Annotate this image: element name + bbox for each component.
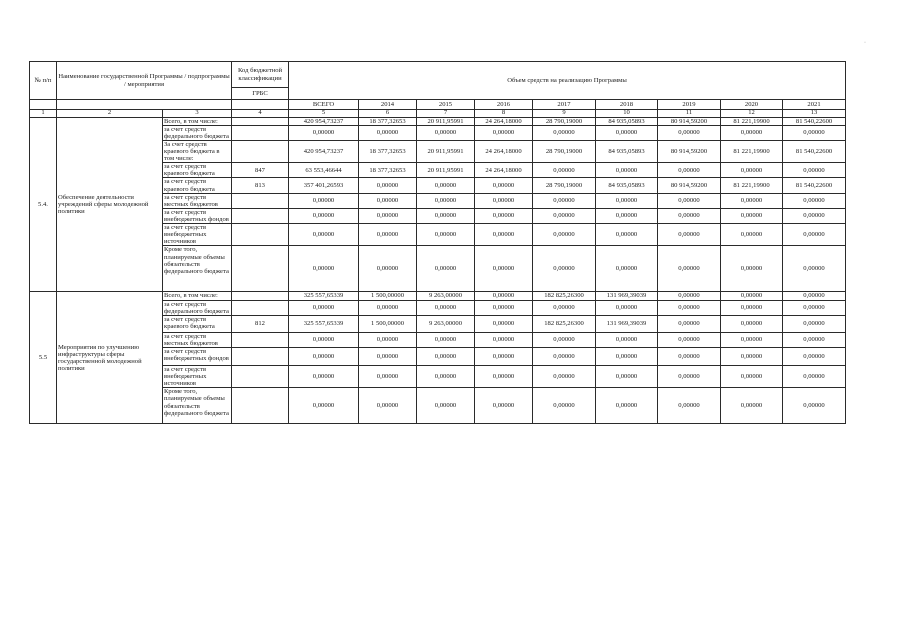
header-code: Код бюджетной классификации xyxy=(232,62,289,88)
value-year: 18 377,32653 xyxy=(359,117,417,125)
funding-source: за счет средств федерального бюджета xyxy=(163,300,232,315)
value-year: 0,00000 xyxy=(596,300,658,315)
value-total: 357 401,26593 xyxy=(289,178,359,193)
column-number: 6 xyxy=(359,110,417,118)
column-number: 10 xyxy=(596,110,658,118)
value-year: 0,00000 xyxy=(417,193,475,208)
value-year: 0,00000 xyxy=(417,300,475,315)
value-year: 0,00000 xyxy=(417,348,475,366)
value-year: 0,00000 xyxy=(533,388,596,424)
header-year-2018: 2018 xyxy=(596,100,658,110)
value-year: 0,00000 xyxy=(475,246,533,292)
value-year: 18 377,32653 xyxy=(359,163,417,178)
funding-source: Кроме того, планируемые объемы обязательств федерального бюджета xyxy=(163,388,232,424)
value-year: 0,00000 xyxy=(721,366,783,388)
value-year: 0,00000 xyxy=(475,366,533,388)
value-year: 0,00000 xyxy=(359,193,417,208)
value-year: 0,00000 xyxy=(721,125,783,140)
value-year: 0,00000 xyxy=(359,388,417,424)
column-number: 1 xyxy=(30,110,57,118)
value-year: 0,00000 xyxy=(721,332,783,347)
value-year: 0,00000 xyxy=(596,366,658,388)
funding-source: Всего, в том числе: xyxy=(163,292,232,300)
value-year: 28 790,19000 xyxy=(533,117,596,125)
value-year: 0,00000 xyxy=(533,208,596,223)
value-year: 0,00000 xyxy=(658,315,721,332)
value-year: 84 935,05893 xyxy=(596,178,658,193)
value-year: 0,00000 xyxy=(721,292,783,300)
value-year: 24 264,18000 xyxy=(475,140,533,162)
section-number: 5.5 xyxy=(30,292,57,424)
value-year: 182 825,26300 xyxy=(533,315,596,332)
value-year: 0,00000 xyxy=(475,178,533,193)
value-year: 0,00000 xyxy=(658,348,721,366)
grbs-code xyxy=(232,246,289,292)
funding-source: за счет средств местных бюджетов xyxy=(163,332,232,347)
value-year: 0,00000 xyxy=(475,208,533,223)
value-year: 0,00000 xyxy=(596,125,658,140)
grbs-code xyxy=(232,140,289,162)
value-year: 0,00000 xyxy=(533,366,596,388)
value-year: 0,00000 xyxy=(596,246,658,292)
value-year: 0,00000 xyxy=(533,246,596,292)
value-total: 325 557,65339 xyxy=(289,315,359,332)
header-year-2016: 2016 xyxy=(475,100,533,110)
value-total: 0,00000 xyxy=(289,332,359,347)
value-year: 81 540,22600 xyxy=(783,117,846,125)
value-year: 0,00000 xyxy=(721,246,783,292)
funding-source: за счет средств внебюджетных фондов xyxy=(163,348,232,366)
value-year: 18 377,32653 xyxy=(359,140,417,162)
section-number: 5.4. xyxy=(30,117,57,292)
funding-source: за счет средств краевого бюджета xyxy=(163,178,232,193)
value-year: 0,00000 xyxy=(475,193,533,208)
value-year: 0,00000 xyxy=(359,348,417,366)
header-blank xyxy=(30,100,57,110)
value-year: 0,00000 xyxy=(721,300,783,315)
value-year: 0,00000 xyxy=(417,178,475,193)
column-number: 7 xyxy=(417,110,475,118)
value-year: 0,00000 xyxy=(475,125,533,140)
value-year: 0,00000 xyxy=(417,208,475,223)
value-year: 0,00000 xyxy=(417,246,475,292)
value-year: 0,00000 xyxy=(359,178,417,193)
value-total: 0,00000 xyxy=(289,300,359,315)
value-year: 0,00000 xyxy=(359,125,417,140)
value-year: 0,00000 xyxy=(417,388,475,424)
value-year: 0,00000 xyxy=(658,366,721,388)
value-year: 0,00000 xyxy=(475,300,533,315)
table-row xyxy=(30,292,846,300)
value-year: 0,00000 xyxy=(658,292,721,300)
value-total: 0,00000 xyxy=(289,208,359,223)
column-number: 2 xyxy=(57,110,163,118)
grbs-code xyxy=(232,388,289,424)
grbs-code xyxy=(232,117,289,125)
grbs-code xyxy=(232,193,289,208)
header-grbs: ГРБС xyxy=(232,88,289,100)
budget-table xyxy=(29,61,846,424)
value-year: 20 911,95991 xyxy=(417,140,475,162)
value-year: 0,00000 xyxy=(596,163,658,178)
value-year: 0,00000 xyxy=(783,246,846,292)
value-total: 0,00000 xyxy=(289,193,359,208)
value-year: 0,00000 xyxy=(475,348,533,366)
value-total: 0,00000 xyxy=(289,348,359,366)
funding-source: за счет средств местных бюджетов xyxy=(163,193,232,208)
funding-source: за счет средств внебюджетных источников xyxy=(163,366,232,388)
header-year-2017: 2017 xyxy=(533,100,596,110)
value-year: 0,00000 xyxy=(533,125,596,140)
value-total: 0,00000 xyxy=(289,224,359,246)
grbs-code: 847 xyxy=(232,163,289,178)
funding-source: за счет средств внебюджетных фондов xyxy=(163,208,232,223)
table-row xyxy=(30,117,846,125)
value-year: 0,00000 xyxy=(475,332,533,347)
value-year: 0,00000 xyxy=(475,292,533,300)
value-year: 81 221,19900 xyxy=(721,117,783,125)
value-year: 0,00000 xyxy=(783,388,846,424)
value-total: 63 553,46644 xyxy=(289,163,359,178)
value-year: 0,00000 xyxy=(783,332,846,347)
value-year: 0,00000 xyxy=(533,348,596,366)
header-total: ВСЕГО xyxy=(289,100,359,110)
header-num: № п/п xyxy=(30,62,57,100)
value-year: 0,00000 xyxy=(721,163,783,178)
section-name: Мероприятия по улучшению инфраструктуры сферы государственной молодежной политики xyxy=(57,292,163,424)
value-year: 131 969,39039 xyxy=(596,315,658,332)
grbs-code: 813 xyxy=(232,178,289,193)
scan-mark: · xyxy=(864,40,866,46)
value-total: 0,00000 xyxy=(289,246,359,292)
value-year: 0,00000 xyxy=(658,224,721,246)
value-year: 0,00000 xyxy=(596,193,658,208)
value-year: 0,00000 xyxy=(359,208,417,223)
value-year: 0,00000 xyxy=(475,224,533,246)
column-number: 12 xyxy=(721,110,783,118)
value-year: 0,00000 xyxy=(533,193,596,208)
column-number: 3 xyxy=(163,110,232,118)
value-year: 0,00000 xyxy=(417,332,475,347)
value-year: 0,00000 xyxy=(783,208,846,223)
value-year: 0,00000 xyxy=(359,224,417,246)
value-total: 420 954,73237 xyxy=(289,140,359,162)
value-year: 0,00000 xyxy=(359,366,417,388)
column-number: 5 xyxy=(289,110,359,118)
value-total: 0,00000 xyxy=(289,388,359,424)
value-year: 0,00000 xyxy=(359,246,417,292)
value-year: 0,00000 xyxy=(596,388,658,424)
value-year: 0,00000 xyxy=(658,388,721,424)
grbs-code xyxy=(232,125,289,140)
grbs-code xyxy=(232,224,289,246)
header-year-2015: 2015 xyxy=(417,100,475,110)
value-year: 0,00000 xyxy=(783,315,846,332)
value-year: 80 914,59200 xyxy=(658,178,721,193)
grbs-code xyxy=(232,348,289,366)
value-year: 24 264,18000 xyxy=(475,117,533,125)
funding-source: за счет средств федерального бюджета xyxy=(163,125,232,140)
value-year: 81 540,22600 xyxy=(783,140,846,162)
value-year: 0,00000 xyxy=(417,366,475,388)
value-year: 0,00000 xyxy=(658,246,721,292)
header-year-2019: 2019 xyxy=(658,100,721,110)
value-year: 84 935,05893 xyxy=(596,117,658,125)
funding-source: Кроме того, планируемые объемы обязательств федерального бюджета xyxy=(163,246,232,292)
value-year: 80 914,59200 xyxy=(658,140,721,162)
value-year: 0,00000 xyxy=(417,224,475,246)
value-year: 0,00000 xyxy=(783,224,846,246)
grbs-code xyxy=(232,208,289,223)
funding-source: за счет средств краевого бюджета xyxy=(163,315,232,332)
value-year: 0,00000 xyxy=(533,300,596,315)
value-year: 0,00000 xyxy=(783,300,846,315)
value-year: 0,00000 xyxy=(783,163,846,178)
column-number: 9 xyxy=(533,110,596,118)
grbs-code xyxy=(232,366,289,388)
header-blank xyxy=(232,100,289,110)
value-year: 0,00000 xyxy=(783,125,846,140)
value-year: 0,00000 xyxy=(783,292,846,300)
grbs-code xyxy=(232,292,289,300)
value-year: 0,00000 xyxy=(417,125,475,140)
funding-source: за счет средств краевого бюджета xyxy=(163,163,232,178)
value-year: 0,00000 xyxy=(783,348,846,366)
value-year: 81 221,19900 xyxy=(721,178,783,193)
value-year: 1 500,00000 xyxy=(359,315,417,332)
header-year-2014: 2014 xyxy=(359,100,417,110)
funding-source: За счет средств краевого бюджета в том числе: xyxy=(163,140,232,162)
value-year: 0,00000 xyxy=(359,300,417,315)
value-year: 24 264,18000 xyxy=(475,163,533,178)
value-year: 0,00000 xyxy=(658,332,721,347)
column-number: 11 xyxy=(658,110,721,118)
value-year: 0,00000 xyxy=(721,315,783,332)
header-blank xyxy=(57,100,232,110)
value-year: 0,00000 xyxy=(658,125,721,140)
value-total: 0,00000 xyxy=(289,125,359,140)
value-year: 0,00000 xyxy=(359,332,417,347)
funding-source: Всего, в том числе: xyxy=(163,117,232,125)
grbs-code xyxy=(232,332,289,347)
header-year-2021: 2021 xyxy=(783,100,846,110)
value-year: 0,00000 xyxy=(658,193,721,208)
value-year: 0,00000 xyxy=(783,366,846,388)
value-year: 0,00000 xyxy=(475,315,533,332)
value-year: 20 911,95991 xyxy=(417,117,475,125)
value-year: 0,00000 xyxy=(533,332,596,347)
value-year: 131 969,39039 xyxy=(596,292,658,300)
value-year: 81 540,22600 xyxy=(783,178,846,193)
value-year: 9 263,00000 xyxy=(417,315,475,332)
value-year: 0,00000 xyxy=(596,332,658,347)
value-year: 0,00000 xyxy=(721,348,783,366)
column-number: 13 xyxy=(783,110,846,118)
value-year: 0,00000 xyxy=(475,388,533,424)
header-name: Наименование государственной Программы / подпрограммы / мероприятия xyxy=(57,62,232,100)
value-year: 20 911,95991 xyxy=(417,163,475,178)
value-total: 420 954,73237 xyxy=(289,117,359,125)
value-year: 0,00000 xyxy=(533,224,596,246)
value-year: 80 914,59200 xyxy=(658,117,721,125)
value-year: 0,00000 xyxy=(596,348,658,366)
value-year: 0,00000 xyxy=(658,163,721,178)
column-number: 8 xyxy=(475,110,533,118)
value-year: 0,00000 xyxy=(596,224,658,246)
value-year: 84 935,05893 xyxy=(596,140,658,162)
value-year: 0,00000 xyxy=(533,163,596,178)
value-year: 28 790,19000 xyxy=(533,140,596,162)
value-year: 0,00000 xyxy=(658,208,721,223)
value-year: 0,00000 xyxy=(721,388,783,424)
value-year: 81 221,19900 xyxy=(721,140,783,162)
section-name: Обеспечение деятельности учреждений сферы молодежной политики xyxy=(57,117,163,292)
grbs-code xyxy=(232,300,289,315)
value-year: 9 263,00000 xyxy=(417,292,475,300)
value-year: 0,00000 xyxy=(783,193,846,208)
header-year-2020: 2020 xyxy=(721,100,783,110)
value-total: 325 557,65339 xyxy=(289,292,359,300)
value-year: 0,00000 xyxy=(721,193,783,208)
value-year: 1 500,00000 xyxy=(359,292,417,300)
grbs-code: 812 xyxy=(232,315,289,332)
funding-source: за счет средств внебюджетных источников xyxy=(163,224,232,246)
value-year: 0,00000 xyxy=(721,224,783,246)
value-year: 0,00000 xyxy=(658,300,721,315)
value-year: 0,00000 xyxy=(721,208,783,223)
value-year: 182 825,26300 xyxy=(533,292,596,300)
value-year: 0,00000 xyxy=(596,208,658,223)
value-year: 28 790,19000 xyxy=(533,178,596,193)
value-total: 0,00000 xyxy=(289,366,359,388)
header-volume: Объем средств на реализацию Программы xyxy=(289,62,846,100)
column-number: 4 xyxy=(232,110,289,118)
